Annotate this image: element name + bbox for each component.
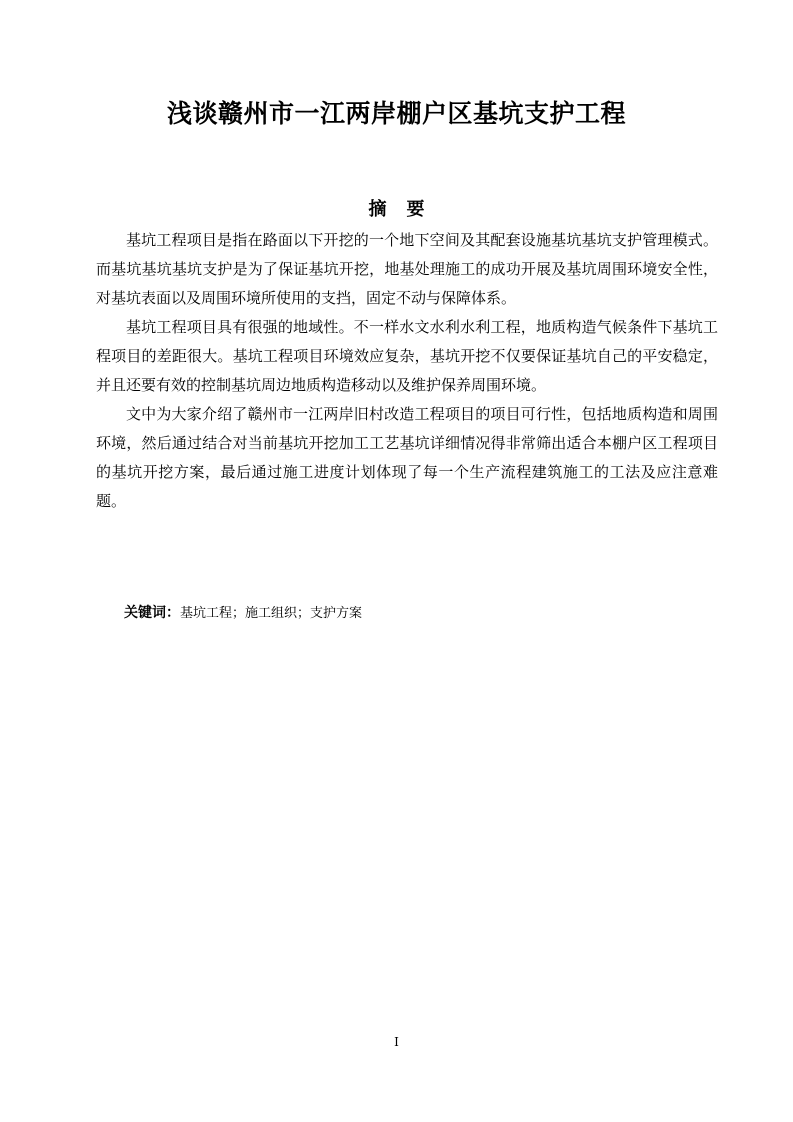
keywords-label: 关键词： [124, 605, 180, 621]
keywords-line [124, 601, 362, 626]
document-title: 浅谈赣州市一江两岸棚户区基坑支护工程 [166, 99, 626, 128]
abstract-paragraph-2: 基坑工程项目具有很强的地域性。不一样水文水利水利工程，地质构造气候条件下基坑工程项目的差距很大。基坑工程项目环境效应复杂，基坑开挖不仅要保证基坑自己的平安稳定，并且还要有效的控制基坑周边地质构造移动以及维护保养周围环境。 [96, 318, 718, 394]
abstract-paragraph-3: 文中为大家介绍了赣州市一江两岸旧村改造工程项目的项目可行性，包括地质构造和周围环境，然后通过结合对当前基坑开挖加工工艺基坑详细情况得非常筛出适合本棚户区工程项目的基坑开挖方案，最后通过施工进度计划体现了每一个生产流程建筑施工的工法及应注意难题。 [96, 405, 718, 510]
keywords-value: 基坑工程；施工组织；支护方案 [180, 606, 363, 621]
abstract-heading: 摘要 [368, 199, 445, 220]
page-number: I [394, 1035, 399, 1049]
abstract-body [96, 226, 718, 516]
abstract-paragraph-1: 基坑工程项目是指在路面以下开挖的一个地下空间及其配套设施基坑基坑支护管理模式。而基坑基坑基坑支护是为了保证基坑开挖，地基处理施工的成功开展及基坑周围环境安全性，对基坑表面以及周围环境所使用的支挡，固定不动与保障体系。 [96, 231, 718, 307]
